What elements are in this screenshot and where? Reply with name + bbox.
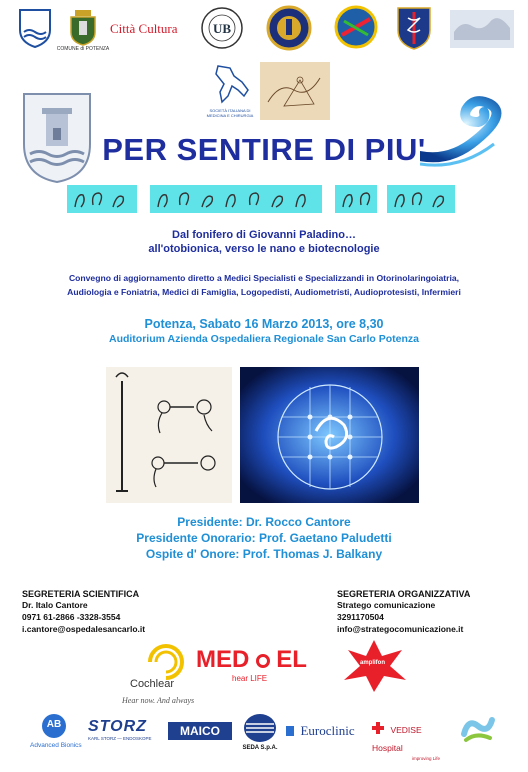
organizing-secretariat bbox=[337, 589, 517, 635]
medical-order-crest bbox=[396, 6, 432, 50]
maico-logo bbox=[168, 722, 232, 740]
seda-logo bbox=[238, 712, 282, 756]
medel-text-b: EL bbox=[276, 646, 307, 673]
subtitle-line-1: Dal fonifero di Giovanni Paladino… bbox=[172, 229, 356, 241]
maico-name: MAICO bbox=[180, 724, 220, 738]
event-title: PER SENTIRE DI PIU' bbox=[102, 132, 426, 167]
medel-text-a: MED bbox=[196, 646, 250, 673]
event-date: Potenza, Sabato 16 Marzo 2013, ore 8,30 bbox=[144, 317, 384, 331]
basilicata-crest bbox=[18, 8, 52, 48]
sign-language-word-1 bbox=[67, 185, 137, 213]
vedise-logo bbox=[372, 720, 452, 761]
microsurgical-logo bbox=[458, 712, 498, 748]
president: Presidente: Dr. Rocco Cantore bbox=[177, 515, 351, 529]
amplifon-logo bbox=[338, 636, 410, 696]
organizing-secretariat-email[interactable]: info@strategocomunicazione.it bbox=[337, 624, 464, 634]
potenza-crest bbox=[56, 8, 110, 52]
description-line-1: Convegno di aggiornamento diretto a Medici Specialisti e Specializzandi in Otorinolaringoiatria, bbox=[68, 273, 460, 283]
ab-badge bbox=[42, 714, 66, 738]
event-venue: Auditorium Azienda Ospedaliera Regionale San Carlo Potenza bbox=[108, 333, 419, 345]
potenza-label: COMUNE di POTENZA bbox=[56, 46, 110, 52]
citta-cultura-logo bbox=[110, 20, 194, 40]
vedise-cross-icon bbox=[372, 722, 384, 734]
ab-badge-label: AB bbox=[46, 719, 62, 730]
amplifon-name: amplifon bbox=[360, 660, 385, 666]
storz-logo bbox=[88, 718, 158, 748]
fonifero-illustration bbox=[106, 367, 232, 503]
vedise-sub: improving Life bbox=[412, 756, 441, 761]
description-line-2: Audiologia e Foniatria, Medici di Famiglia, Logopedisti, Audiometristi, Audioprotesisti, Infermieri bbox=[67, 287, 461, 297]
scientific-secretariat-email[interactable]: i.cantore@ospedalesancarlo.it bbox=[22, 624, 146, 634]
subtitle-line-2: all'otobionica, verso le nano e biotecnologie bbox=[148, 243, 380, 255]
university-seal bbox=[200, 6, 244, 50]
medel-dot-icon bbox=[256, 654, 270, 668]
scientific-secretariat-phone: 0971 61-2866 -3328-3554 bbox=[22, 612, 121, 622]
medel-logo bbox=[196, 646, 326, 686]
vedise-name: VEDISE Hospital bbox=[372, 725, 422, 753]
storz-name: STORZ bbox=[88, 718, 147, 735]
seda-name: SEDA S.p.A. bbox=[242, 745, 278, 751]
euroclinic-mark-icon bbox=[286, 726, 294, 736]
guest-of-honor: Ospite d' Onore: Prof. Thomas J. Balkany bbox=[145, 547, 383, 561]
society-label: SOCIETÀ ITALIANA DI MEDICINA E CHIRURGIA bbox=[206, 108, 254, 118]
honorary-president: Presidente Onorario: Prof. Gaetano Paludetti bbox=[136, 531, 392, 545]
storz-sub: KARL STORZ — ENDOSKOPE bbox=[88, 736, 152, 741]
advanced-bionics-name: Advanced Bionics bbox=[30, 742, 82, 749]
scientific-secretariat bbox=[22, 589, 242, 635]
organizing-secretariat-phone: 3291170504 bbox=[337, 612, 384, 622]
sign-language-word-2 bbox=[150, 185, 322, 213]
organizing-secretariat-title: SEGRETERIA ORGANIZZATIVA bbox=[337, 589, 471, 599]
scientific-secretariat-name: Dr. Italo Cantore bbox=[22, 600, 88, 610]
nanotech-ear-image bbox=[240, 367, 419, 503]
italy-map-logo bbox=[204, 62, 256, 122]
organizing-secretariat-name: Stratego comunicazione bbox=[337, 600, 436, 610]
historic-sketch bbox=[260, 62, 330, 120]
sign-language-word-3 bbox=[335, 185, 377, 213]
citta-cultura-text: Città Cultura bbox=[110, 21, 178, 36]
scientific-secretariat-title: SEGRETERIA SCIENTIFICA bbox=[22, 589, 140, 599]
cochlear-name: Cochlear bbox=[130, 678, 175, 690]
society-seal bbox=[334, 5, 378, 49]
sign-language-word-4 bbox=[387, 185, 455, 213]
svg-text:UB: UB bbox=[212, 21, 232, 36]
medel-tagline: hear LIFE bbox=[232, 674, 268, 683]
euroclinic-logo bbox=[286, 722, 368, 746]
euroclinic-name: Euroclinic bbox=[300, 723, 355, 738]
cochlear-tagline: Hear now. And always bbox=[122, 696, 195, 705]
mediterranean-map-logo bbox=[450, 10, 514, 48]
order-seal bbox=[266, 5, 312, 51]
